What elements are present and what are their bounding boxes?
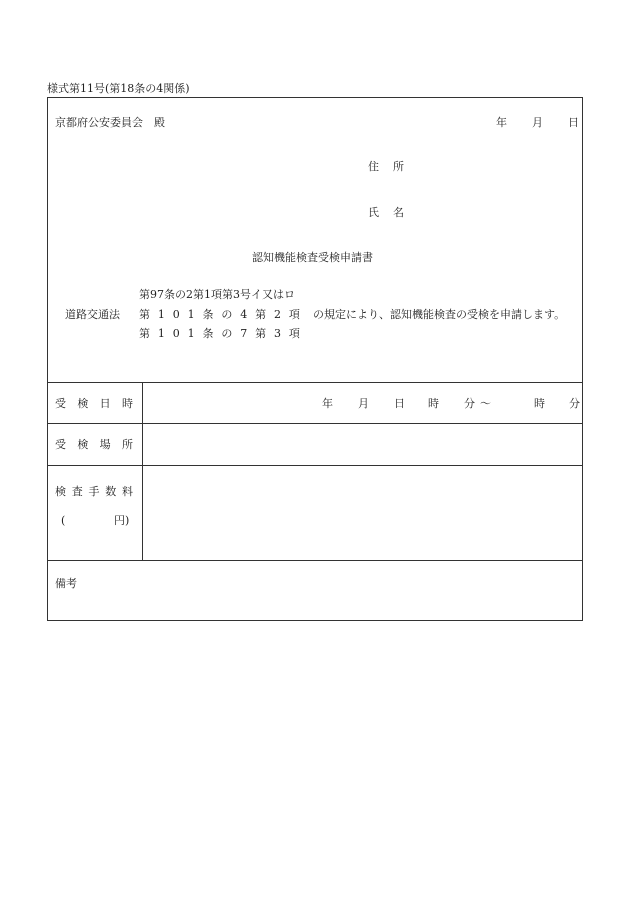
exam-end-hour-label: 時 [534,397,545,410]
divider-fee [48,560,582,561]
clause-3: 第 1 0 1 条 の 7 第 3 項 [139,327,300,340]
application-form [47,97,583,621]
name-label: 氏 名 [368,206,404,219]
exam-hour-label: 時 [428,397,439,410]
exam-year-label: 年 [322,397,333,410]
exam-datetime-label: 受 検 日 時 [55,397,133,410]
date-year-label: 年 [496,116,507,129]
address-label: 住 所 [368,160,404,173]
divider-datetime [48,423,582,424]
fee-yen-label: 円) [114,514,130,527]
label-column-divider [142,382,143,560]
statement: の規定により、認知機能検査の受検を申請します。 [313,308,566,321]
fee-paren-open: ( [61,514,66,527]
fee-label: 検 査 手 数 料 [55,485,133,498]
date-day-label: 日 [568,116,579,129]
clause-1: 第97条の2第1項第3号イ又はロ [139,288,295,301]
addressee: 京都府公安委員会 殿 [55,116,165,129]
clause-2: 第 1 0 1 条 の 4 第 2 項 [139,308,300,321]
exam-month-label: 月 [358,397,369,410]
exam-place-label: 受 検 場 所 [55,438,133,451]
form-number: 様式第11号(第18条の4関係) [47,82,190,95]
form-title: 認知機能検査受検申請書 [252,251,373,264]
divider-place [48,465,582,466]
exam-minute-label: 分 [464,397,475,410]
date-month-label: 月 [532,116,543,129]
exam-end-minute-label: 分 [569,397,580,410]
law-name: 道路交通法 [65,308,120,321]
divider-top [48,382,582,383]
exam-day-label: 日 [394,397,405,410]
remarks-label: 備考 [55,577,77,590]
range-tilde: ～ [480,397,491,410]
